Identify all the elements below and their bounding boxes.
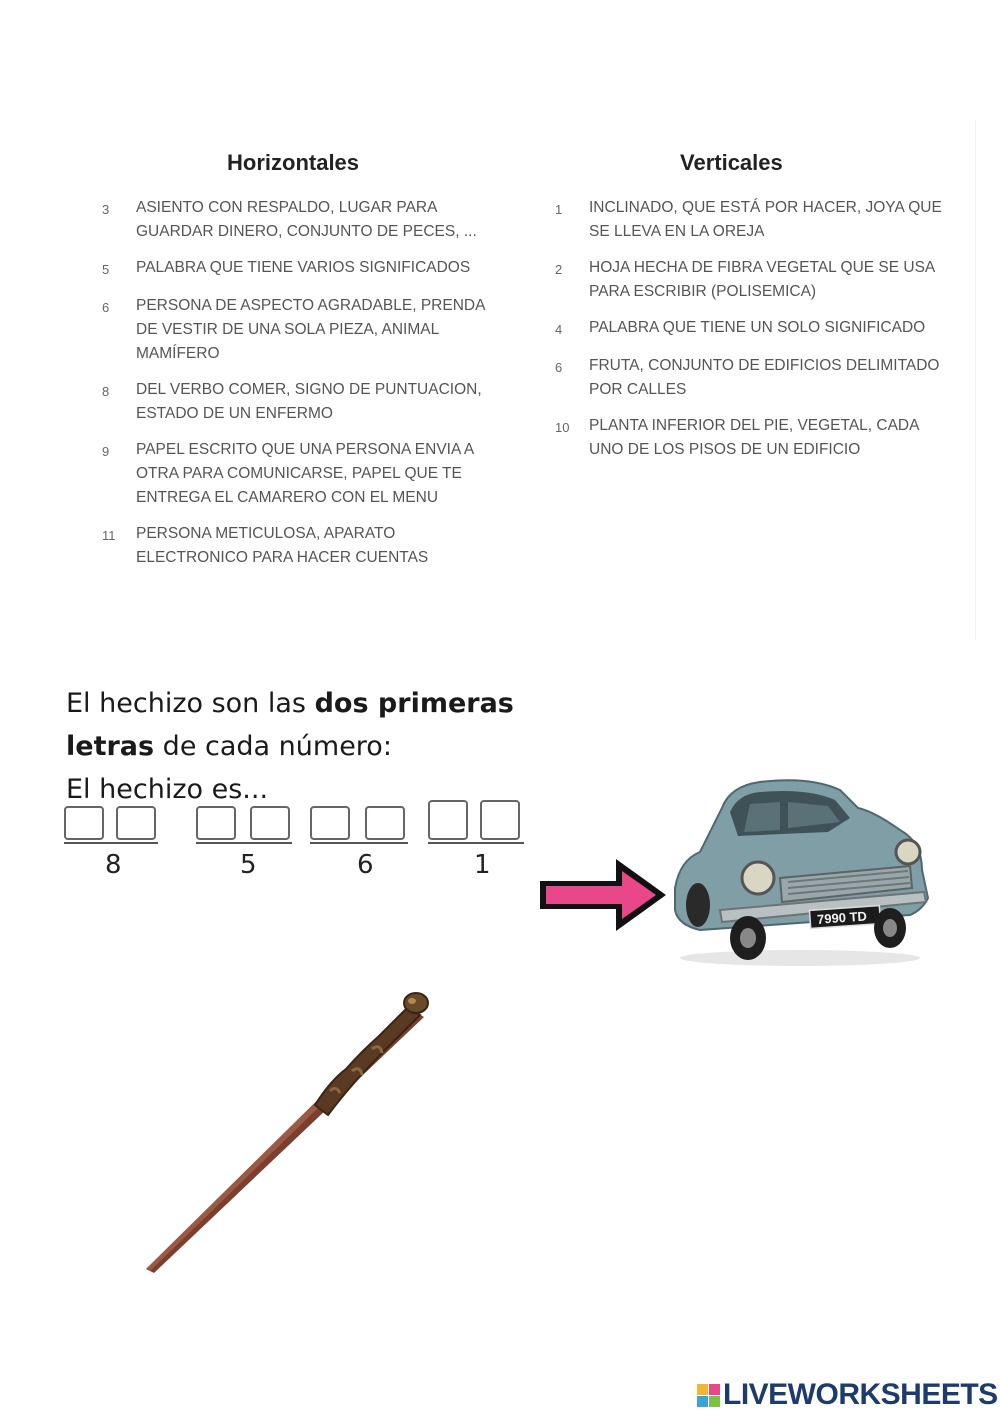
spell-line-2 (66, 725, 586, 768)
clue-item (102, 522, 492, 570)
answer-number: 8 (105, 850, 122, 880)
clue-text: PALABRA QUE TIENE UN SOLO SIGNIFICADO (589, 319, 926, 336)
clue-number: 6 (102, 300, 110, 315)
answer-underline (428, 842, 524, 844)
clue-number: 11 (102, 528, 116, 543)
spell-bold-text: letras (66, 731, 155, 762)
clue-item (102, 438, 492, 510)
answer-box[interactable] (480, 800, 520, 840)
license-plate: 7990 TD (816, 908, 868, 927)
clue-text: HOJA HECHA DE FIBRA VEGETAL QUE SE USA PARA ESCRIBIR (POLISEMICA) (589, 259, 935, 300)
clue-item (102, 378, 492, 426)
clue-text: PAPEL ESCRITO QUE UNA PERSONA ENVIA A OTRA PARA COMUNICARSE, PAPEL QUE TE ENTREGA EL CAMARERO CON EL MENU (136, 441, 474, 506)
clue-number: 2 (555, 262, 563, 277)
clue-number: 6 (555, 360, 563, 375)
clue-item (102, 294, 492, 366)
spell-instructions (66, 682, 586, 811)
clue-number: 3 (102, 202, 110, 217)
answer-underline (196, 842, 292, 844)
logo-mark-icon (697, 1384, 720, 1407)
horizontales-list (102, 196, 492, 582)
clue-item (555, 256, 945, 304)
magic-wand-image (140, 985, 440, 1275)
spell-bold-text: dos primeras (314, 688, 514, 719)
spell-text: El hechizo son las (66, 688, 315, 719)
spell-line-3: El hechizo es... (66, 774, 269, 805)
answer-box[interactable] (196, 806, 236, 840)
clue-number: 10 (555, 420, 570, 435)
clue-item (555, 316, 945, 342)
answer-number: 6 (357, 850, 374, 880)
verticales-list (555, 196, 945, 474)
clue-item (555, 196, 945, 244)
spell-line-1 (66, 682, 586, 725)
clue-number: 8 (102, 384, 110, 399)
answer-box[interactable] (428, 800, 468, 840)
answer-underline (310, 842, 408, 844)
clue-text: FRUTA, CONJUNTO DE EDIFICIOS DELIMITADO POR CALLES (589, 357, 940, 398)
pointer-arrow-icon (538, 855, 670, 935)
clue-text: PALABRA QUE TIENE VARIOS SIGNIFICADOS (136, 259, 471, 276)
verticales-title: Verticales (680, 150, 783, 175)
answer-box[interactable] (250, 806, 290, 840)
clue-text: ASIENTO CON RESPALDO, LUGAR PARA GUARDAR DINERO, CONJUNTO DE PECES, ... (136, 199, 477, 240)
spell-text: de cada número: (154, 731, 392, 762)
clue-number: 5 (102, 262, 110, 277)
liveworksheets-logo (697, 1378, 998, 1412)
answer-number: 5 (240, 850, 257, 880)
clue-item (555, 354, 945, 402)
answer-box[interactable] (310, 806, 350, 840)
flying-car-image (660, 770, 935, 970)
answer-underline (64, 842, 158, 844)
clue-item (555, 414, 945, 462)
clue-text: DEL VERBO COMER, SIGNO DE PUNTUACION, ESTADO DE UN ENFERMO (136, 381, 482, 422)
clue-text: PLANTA INFERIOR DEL PIE, VEGETAL, CADA UNO DE LOS PISOS DE UN EDIFICIO (589, 417, 919, 458)
answer-box[interactable] (64, 806, 104, 840)
clue-text: INCLINADO, QUE ESTÁ POR HACER, JOYA QUE SE LLEVA EN LA OREJA (589, 199, 942, 240)
horizontales-title: Horizontales (227, 150, 360, 175)
clue-number: 9 (102, 444, 110, 459)
logo-text: LIVEWORKSHEETS (723, 1378, 998, 1411)
answer-number: 1 (474, 850, 491, 880)
clue-number: 1 (555, 202, 563, 217)
clue-number: 4 (555, 322, 563, 337)
answer-box[interactable] (116, 806, 156, 840)
divider (975, 120, 976, 640)
answer-box[interactable] (365, 806, 405, 840)
clue-item (102, 196, 492, 244)
clue-item (102, 256, 492, 282)
clue-text: PERSONA DE ASPECTO AGRADABLE, PRENDA DE VESTIR DE UNA SOLA PIEZA, ANIMAL MAMÍFERO (136, 297, 485, 362)
clue-text: PERSONA METICULOSA, APARATO ELECTRONICO PARA HACER CUENTAS (136, 525, 429, 566)
